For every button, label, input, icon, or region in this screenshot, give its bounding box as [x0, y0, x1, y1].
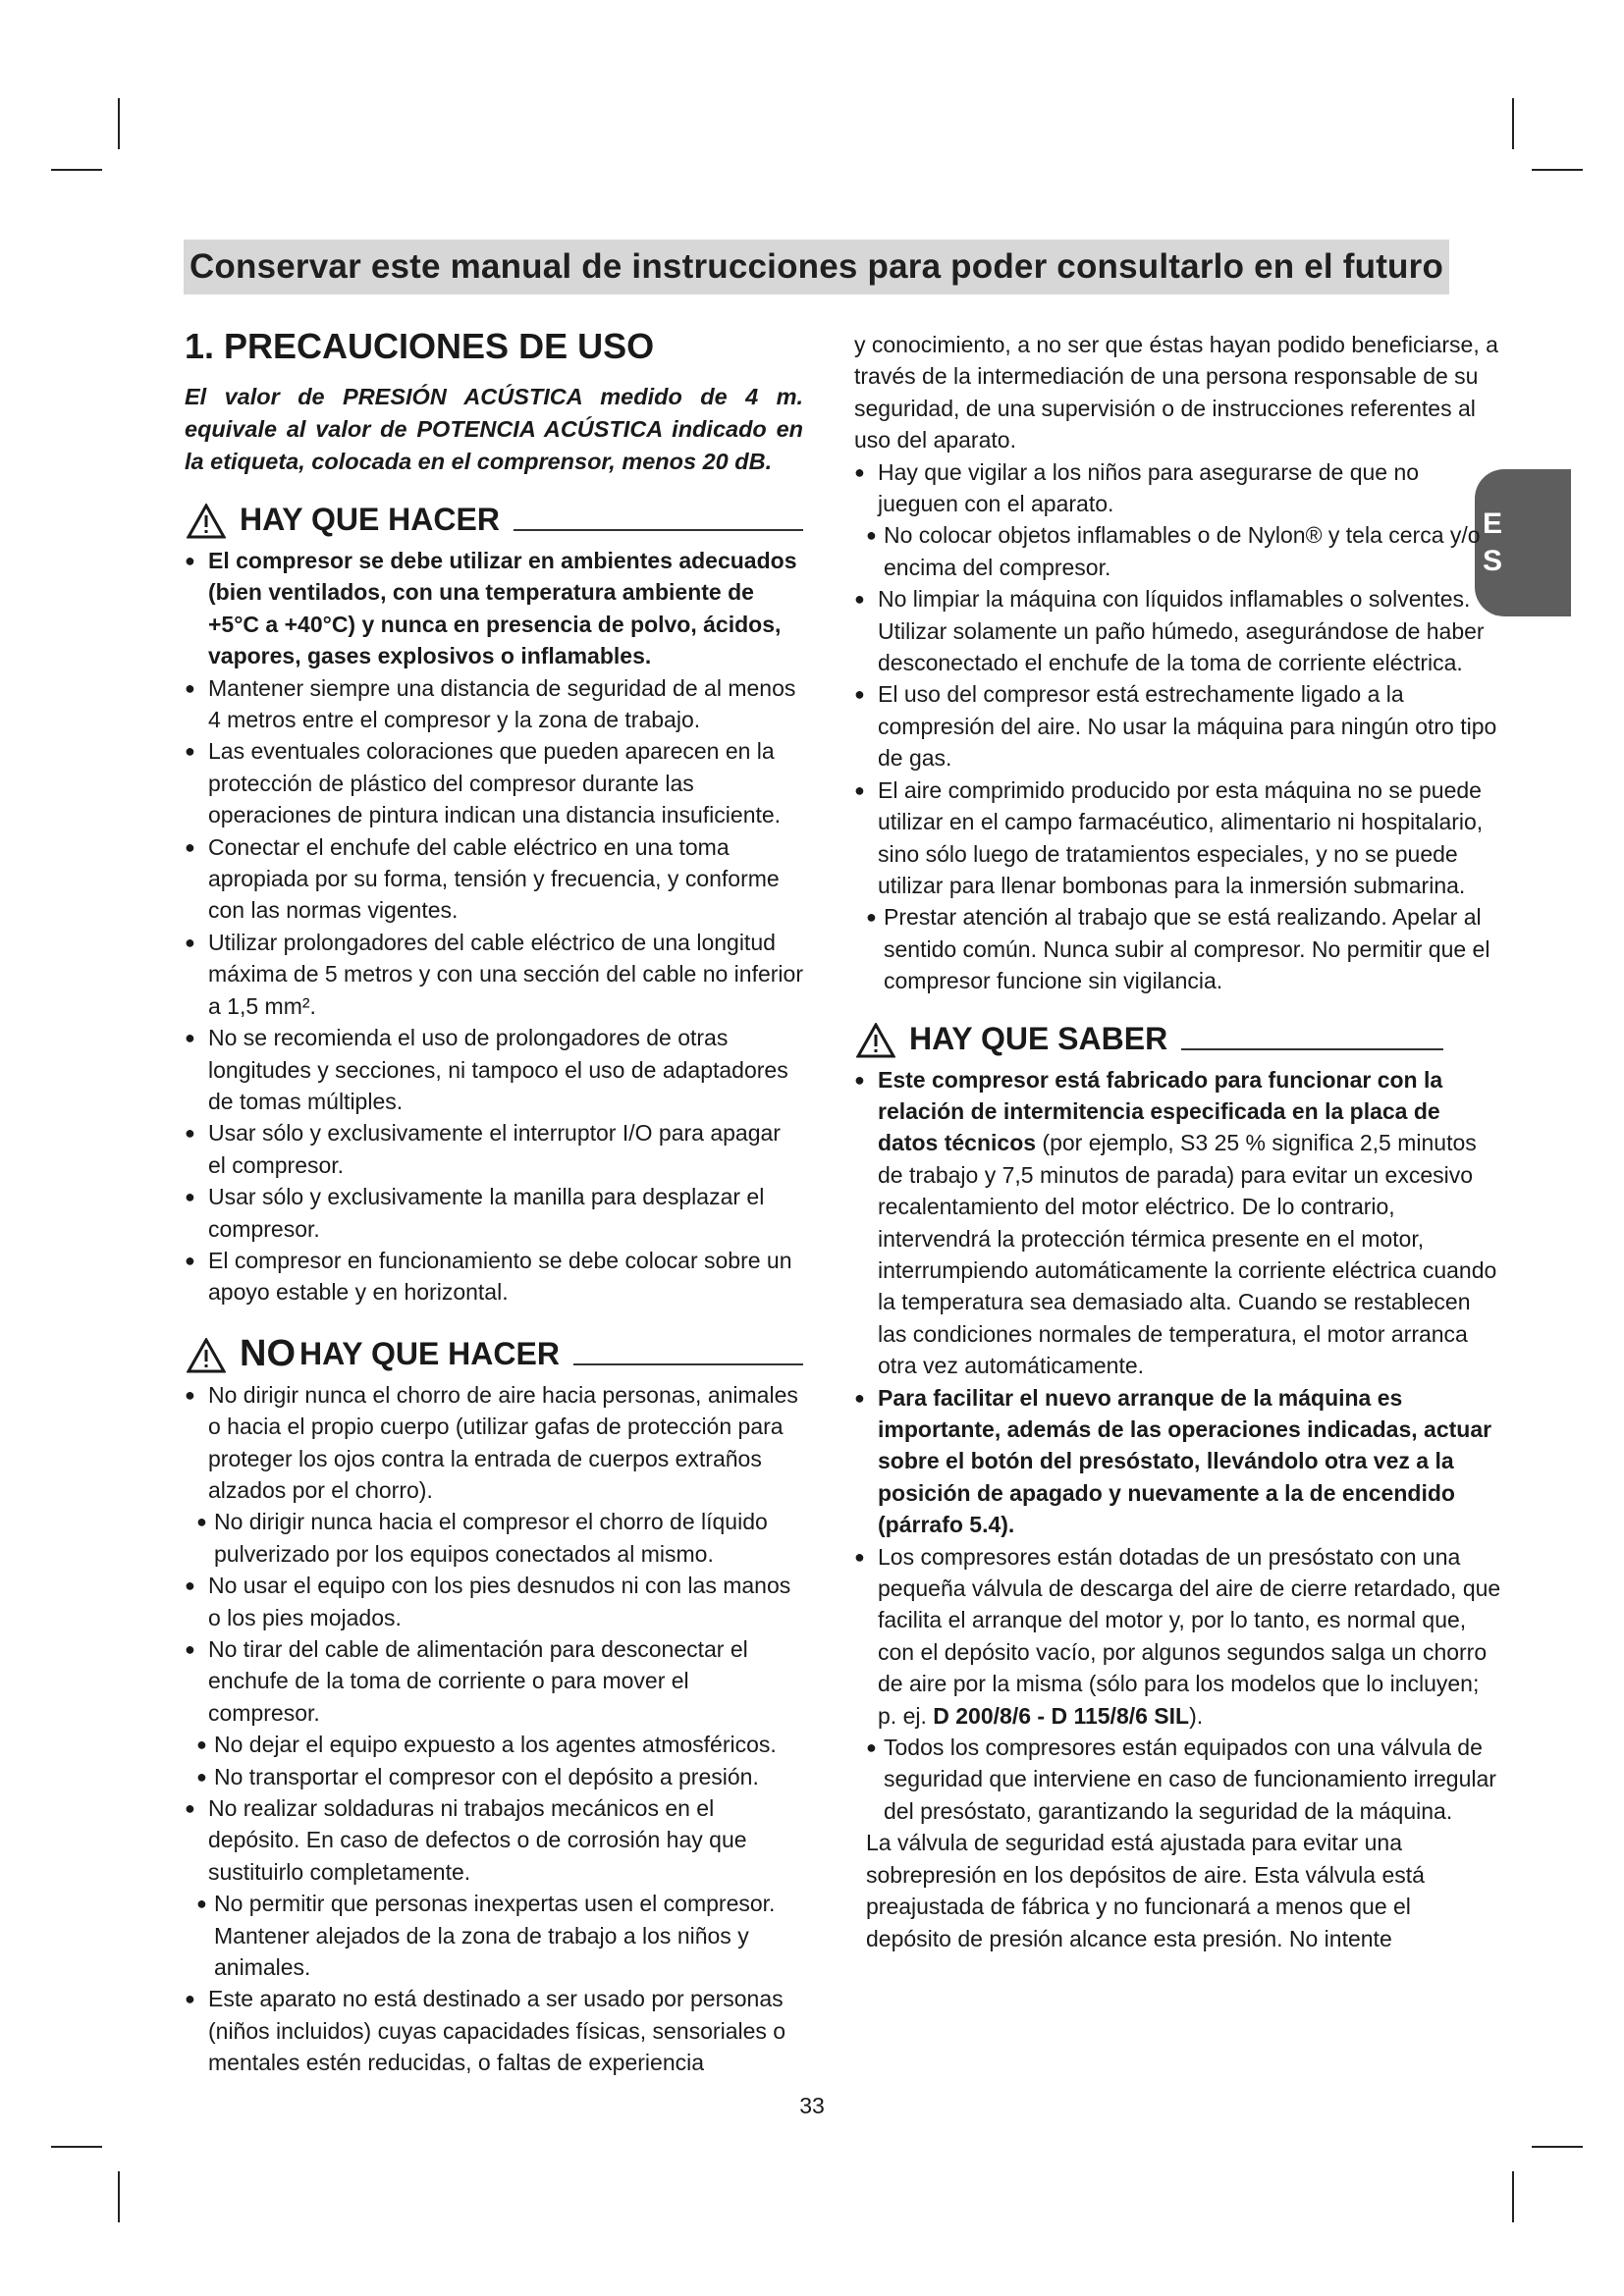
- crop-mark: [1512, 98, 1514, 149]
- know-list: [854, 1064, 1502, 1954]
- list-item: ● Utilizar prolongadores del cable eléctrico de una longitud máxima de 5 metros y con una sección del cable no inferior a 1,5 mm².: [185, 929, 803, 1019]
- crop-mark: [118, 2171, 120, 2222]
- list-item: ● Usar sólo y exclusivamente la manilla para desplazar el compresor.: [185, 1184, 765, 1242]
- list-item: ● No realizar soldaduras ni trabajos mecánicos en el depósito. En caso de defectos o de corrosión hay que sustituirlo completamente.: [185, 1795, 747, 1885]
- crop-mark: [51, 2146, 102, 2148]
- right-column: [854, 329, 1502, 1954]
- do-heading: [185, 500, 803, 539]
- lang-letter: S: [1483, 545, 1503, 577]
- dont-list: [185, 1379, 803, 2079]
- list-item: ● El compresor en funcionamiento se debe colocar sobre un apoyo estable y en horizontal.: [185, 1247, 792, 1306]
- list-item: ● No permitir que personas inexpertas usen el compresor. Mantener alejados de la zona de trabajo a los niños y animales.: [196, 1891, 776, 1981]
- header-banner: Conservar este manual de instrucciones para poder consultarlo en el futuro: [184, 240, 1449, 294]
- list-item: ● El aire comprimido producido por esta máquina no se puede utilizar en el campo farmacéutico, alimentario ni hospitalario, sino sólo luego de tratamientos especiales, y no se puede utilizar para llenar bombonas para la inmersión submarina.: [854, 776, 1484, 898]
- crop-mark: [1532, 2146, 1583, 2148]
- list-item: ● Todos los compresores están equipados con una válvula de seguridad que interviene en caso de funcionamiento irregular del presóstato, garantizando la seguridad de la máquina.: [866, 1735, 1496, 1824]
- list-item: ● Las eventuales coloraciones que pueden aparecen en la protección de plástico del compresor durante las operaciones de pintura indican una distancia insuficiente.: [185, 738, 782, 828]
- list-item: ● El uso del compresor está estrechamente ligado a la compresión del aire. No usar la máquina para ningún otro tipo de gas.: [854, 681, 1497, 772]
- page-number: 33: [799, 2093, 825, 2118]
- list-item: ● No transportar el compresor con el depósito a presión.: [196, 1763, 759, 1789]
- know-heading: [854, 1019, 1502, 1058]
- warning-icon: [187, 504, 226, 539]
- list-item: ● No dejar el equipo expuesto a los agentes atmosféricos.: [196, 1732, 777, 1758]
- warning-icon: [187, 1338, 226, 1373]
- continued-paragraph: y conocimiento, a no ser que éstas hayan podido beneficiarse, a través de la intermediación de una persona responsable de su seguridad, de una supervisión o de instrucciones referentes al uso del aparato.: [854, 332, 1498, 454]
- list-item: La válvula de seguridad está ajustada para evitar una sobrepresión en los depósitos de aire. Esta válvula está preajustada de fábrica y no funcionará a menos que el depósito de presión alcance esta presión. No intente: [866, 1830, 1425, 1951]
- left-column: [185, 324, 803, 2079]
- dont-list-continued: [854, 456, 1502, 997]
- do-list: [185, 545, 803, 1308]
- dont-heading: [185, 1334, 803, 1373]
- list-item: ● No se recomienda el uso de prolongadores de otras longitudes y secciones, ni tampoco el uso de adaptadores de tomas múltiples.: [185, 1025, 788, 1114]
- crop-mark: [118, 98, 120, 149]
- heading-rule: [573, 1363, 803, 1365]
- list-item: ● El compresor se debe utilizar en ambientes adecuados (bien ventilados, con una temperatura ambiente de +5°C a +40°C) y nunca en presencia de polvo, ácidos, vapores, gases explosivos o inflamables.: [185, 548, 797, 669]
- heading-rule: [514, 529, 803, 531]
- list-item: ● Este aparato no está destinado a ser usado por personas (niños incluidos) cuyas capacidades físicas, sensoriales o mentales estén reducidas, o faltas de experiencia: [185, 1986, 786, 2076]
- list-item: ● No colocar objetos inflamables o de Nylon® y tela cerca y/o encima del compresor.: [866, 522, 1481, 580]
- list-item: ● Este compresor está fabricado para funcionar con la relación de intermitencia especificada en la placa de datos técnicos (por ejemplo, S3 25 % significa 2,5 minutos de trabajo y 7,5 minutos de parada) para evitar un excesivo recalentamiento del motor eléctrico. De lo contrario, intervendrá la protección térmica presente en el motor, interrumpiendo automáticamente la corriente eléctrica cuando la temperatura sea demasiado alta. Cuando se restablecen las condiciones normales de temperatura, el motor arranca otra vez automáticamente.: [854, 1066, 1497, 1379]
- list-item: ● Hay que vigilar a los niños para asegurarse de que no jueguen con el aparato.: [854, 458, 1420, 517]
- list-item: ● No limpiar la máquina con líquidos inflamables o solventes. Utilizar solamente un paño húmedo, asegurándose de haber desconectado el enchufe de la toma de corriente eléctrica.: [854, 586, 1485, 676]
- intro-paragraph: El valor de PRESIÓN ACÚSTICA medido de 4 m. equivale al valor de POTENCIA ACÚSTICA indicado en la etiqueta, colocada en el comprensor, menos 20 dB.: [185, 384, 803, 474]
- dont-heading-text: HAY QUE HACER: [299, 1335, 560, 1371]
- crop-mark: [1512, 2171, 1514, 2222]
- crop-mark: [1532, 169, 1583, 171]
- list-item: ● Los compresores están dotadas de un presóstato con una pequeña válvula de descarga del aire de cierre retardado, que facilita el arranque del motor y, por lo tanto, es normal que, con el depósito vacío, por algunos segundos salga un chorro de aire por la misma (sólo para los modelos que lo incluyen; p. ej. D 200/8/6 - D 115/8/6 SIL).: [854, 1543, 1501, 1729]
- warning-icon: [856, 1023, 895, 1058]
- list-item: ● Conectar el enchufe del cable eléctrico en una toma apropiada por su forma, tensión y frecuencia, y conforme con las normas vigentes.: [185, 833, 780, 924]
- dont-heading-no: NO: [240, 1332, 296, 1374]
- section-title: 1. PRECAUCIONES DE USO: [185, 326, 655, 366]
- list-item: ● No dirigir nunca el chorro de aire hacia personas, animales o hacia el propio cuerpo (utilizar gafas de protección para proteger los ojos contra la entrada de cuerpos extraños alzados por el chorro).: [185, 1381, 798, 1503]
- list-item: ● Mantener siempre una distancia de seguridad de al menos 4 metros entre el compresor y la zona de trabajo.: [185, 674, 796, 733]
- list-item: ● Usar sólo y exclusivamente el interruptor I/O para apagar el compresor.: [185, 1120, 781, 1178]
- list-item: ● Prestar atención al trabajo que se está realizando. Apelar al sentido común. Nunca subir al compresor. No permitir que el compresor funcione sin vigilancia.: [866, 904, 1490, 994]
- know-heading-text: HAY QUE SABER: [909, 1020, 1168, 1056]
- list-item: ● No dirigir nunca hacia el compresor el chorro de líquido pulverizado por los equipos conectados al mismo.: [196, 1509, 768, 1567]
- list-item: ● No tirar del cable de alimentación para desconectar el enchufe de la toma de corriente o para mover el compresor.: [185, 1636, 748, 1726]
- do-heading-text: HAY QUE HACER: [240, 502, 500, 537]
- lang-letter: E: [1483, 507, 1503, 540]
- crop-mark: [51, 169, 102, 171]
- list-item: ● Para facilitar el nuevo arranque de la máquina es importante, además de las operaciones indicadas, actuar sobre el botón del presóstato, llevándolo otra vez a la posición de apagado y nuevamente a la de encendido (párrafo 5.4).: [854, 1384, 1492, 1538]
- list-item: ● No usar el equipo con los pies desnudos ni con las manos o los pies mojados.: [185, 1573, 791, 1630]
- heading-rule: [1181, 1048, 1443, 1050]
